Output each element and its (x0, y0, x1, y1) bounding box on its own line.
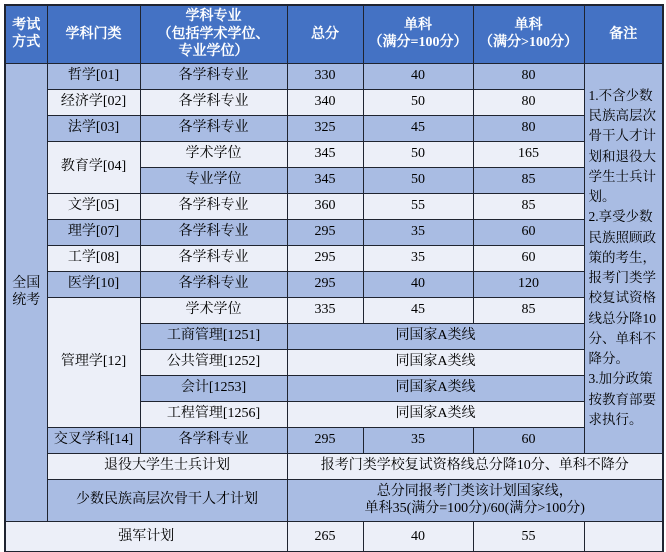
cell-specialty: 各学科专业 (140, 245, 287, 271)
cell-plan-value: 总分同报考门类该计划国家线， 单科35(满分=100分)/60(满分>100分) (287, 479, 663, 521)
cell-total: 295 (287, 245, 363, 271)
cell-category: 哲学[01] (47, 63, 140, 89)
remarks-cell: 1.不含少数民族高层次骨干人才计划和退役大学生士兵计划。 2.享受少数民族照顾政策的考生，报考门类学校复试资格线总分降10分、单科不降分。 3.加分政策按教育部要求执行。 (584, 63, 663, 453)
cell-total: 335 (287, 297, 363, 323)
cell-single-gt100: 120 (473, 271, 584, 297)
cell-total: 295 (287, 219, 363, 245)
cell-single-100: 40 (363, 271, 473, 297)
cell-single-gt100: 85 (473, 193, 584, 219)
table-row-minority-plan (5, 479, 663, 521)
cell-single-gt100: 60 (473, 427, 584, 453)
cell-category: 工学[08] (47, 245, 140, 271)
cell-single-gt100: 85 (473, 167, 584, 193)
table-row-science (5, 219, 663, 245)
cell-specialty: 工程管理[1256] (140, 401, 287, 427)
cell-plan-label: 少数民族高层次骨干人才计划 (47, 479, 287, 521)
cell-merged-national-a-line: 同国家A类线 (287, 349, 584, 375)
table-row-veterans-plan (5, 453, 663, 479)
cell-category: 理学[07] (47, 219, 140, 245)
cell-single-100: 50 (363, 141, 473, 167)
col-header-single-gt100: 单科 （满分>100分） (473, 5, 584, 63)
cell-merged-national-a-line: 同国家A类线 (287, 323, 584, 349)
cell-single-gt100: 80 (473, 89, 584, 115)
cell-total: 295 (287, 271, 363, 297)
cell-total: 265 (287, 521, 363, 552)
cell-single-100: 40 (363, 521, 473, 552)
cell-specialty: 各学科专业 (140, 89, 287, 115)
cell-single-100: 50 (363, 167, 473, 193)
cell-total: 325 (287, 115, 363, 141)
table-row-medicine (5, 271, 663, 297)
cell-specialty: 各学科专业 (140, 219, 287, 245)
table-row-literature (5, 193, 663, 219)
cell-specialty: 学术学位 (140, 141, 287, 167)
cell-specialty: 会计[1253] (140, 375, 287, 401)
col-header-specialty: 学科专业 （包括学术学位、 专业学位） (140, 5, 287, 63)
cell-total: 330 (287, 63, 363, 89)
cell-category: 交叉学科[14] (47, 427, 140, 453)
table-row-economics (5, 89, 663, 115)
cell-total: 360 (287, 193, 363, 219)
cell-single-100: 35 (363, 245, 473, 271)
cell-remark-empty (584, 521, 663, 552)
cell-plan-label: 强军计划 (5, 521, 287, 552)
col-header-single-100: 单科 （满分=100分） (363, 5, 473, 63)
cell-specialty: 工商管理[1251] (140, 323, 287, 349)
cell-single-100: 55 (363, 193, 473, 219)
table-row-military-plan (5, 521, 663, 552)
cell-category: 文学[05] (47, 193, 140, 219)
table-row-law (5, 115, 663, 141)
cell-single-100: 45 (363, 297, 473, 323)
cell-total: 340 (287, 89, 363, 115)
cell-single-gt100: 85 (473, 297, 584, 323)
cell-single-gt100: 80 (473, 115, 584, 141)
col-header-total: 总分 (287, 5, 363, 63)
cell-specialty: 各学科专业 (140, 427, 287, 453)
cell-single-100: 40 (363, 63, 473, 89)
cell-merged-national-a-line: 同国家A类线 (287, 375, 584, 401)
cell-single-gt100: 165 (473, 141, 584, 167)
col-header-category: 学科门类 (47, 5, 140, 63)
cell-single-100: 35 (363, 427, 473, 453)
table-row-education-academic (5, 141, 663, 167)
cell-total: 295 (287, 427, 363, 453)
cell-plan-value: 报考门类学校复试资格线总分降10分、单科不降分 (287, 453, 663, 479)
cell-total: 345 (287, 167, 363, 193)
cell-specialty: 各学科专业 (140, 63, 287, 89)
cell-specialty: 学术学位 (140, 297, 287, 323)
cell-single-100: 50 (363, 89, 473, 115)
cell-category: 医学[10] (47, 271, 140, 297)
cell-plan-label: 退役大学生士兵计划 (47, 453, 287, 479)
table-row-engineering (5, 245, 663, 271)
cell-specialty: 各学科专业 (140, 271, 287, 297)
table-row-philosophy (5, 63, 663, 89)
cell-category: 法学[03] (47, 115, 140, 141)
cell-category: 经济学[02] (47, 89, 140, 115)
cell-specialty: 各学科专业 (140, 115, 287, 141)
table-row-interdisciplinary (5, 427, 663, 453)
score-line-table (4, 4, 664, 552)
cell-single-gt100: 60 (473, 245, 584, 271)
cell-category: 管理学[12] (47, 297, 140, 427)
header-row (5, 5, 663, 63)
cell-single-gt100: 80 (473, 63, 584, 89)
cell-specialty: 公共管理[1252] (140, 349, 287, 375)
cell-single-gt100: 55 (473, 521, 584, 552)
cell-merged-national-a-line: 同国家A类线 (287, 401, 584, 427)
cell-single-gt100: 60 (473, 219, 584, 245)
cell-category: 教育学[04] (47, 141, 140, 193)
cell-total: 345 (287, 141, 363, 167)
col-header-remarks: 备注 (584, 5, 663, 63)
cell-single-100: 35 (363, 219, 473, 245)
cell-specialty: 专业学位 (140, 167, 287, 193)
cell-specialty: 各学科专业 (140, 193, 287, 219)
exam-method-cell: 全国 统考 (5, 63, 47, 521)
cell-single-100: 45 (363, 115, 473, 141)
table-row-management-academic (5, 297, 663, 323)
col-header-exam-method: 考试 方式 (5, 5, 47, 63)
